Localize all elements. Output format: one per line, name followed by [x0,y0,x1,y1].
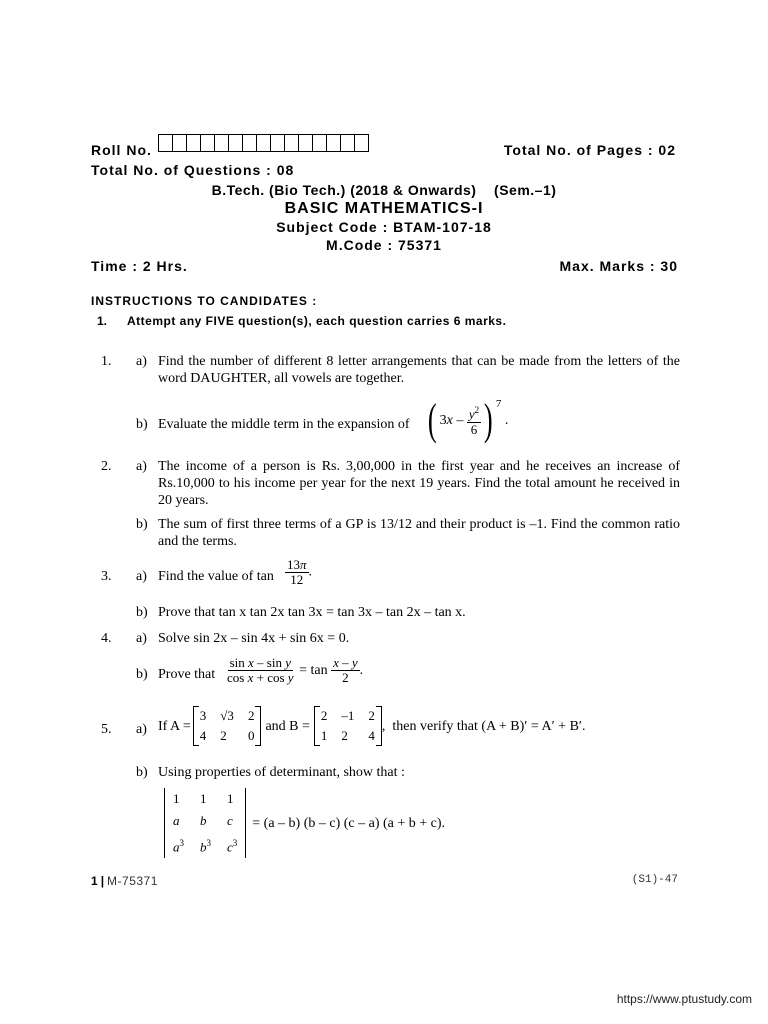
part-label: a) [136,569,147,584]
part-label: b) [136,605,148,620]
total-questions: Total No. of Questions : 08 [91,162,295,178]
roll-no-boxes [158,134,368,152]
question-1b-text: Evaluate the middle term in the expansion of [158,417,410,432]
tan-fraction: $\frac{13\pi}{12}$ . [287,557,313,587]
footer-code: M-75371 [107,874,158,888]
footer-separator: | [100,874,105,888]
subject-code: Subject Code : BTAM-107-18 [276,219,492,235]
determinant-rhs: = (a – b) (b – c) (c – a) (a + b + c). [252,815,446,831]
determinant: 1 1 1 a b c $a^3$ $b^3$ $c^3$ [164,788,246,858]
max-marks: Max. Marks : 30 [559,258,678,274]
matrix-suffix: , then verify that (A + B)′ = A′ + B′. [381,718,586,734]
part-label: b) [136,765,148,780]
question-4b-text: Prove that [158,667,216,682]
instruction-num: 1. [97,314,108,328]
question-number: 5. [101,722,112,737]
part-label: a) [136,722,147,737]
part-label: a) [136,631,147,646]
part-label: a) [136,459,147,474]
question-number: 4. [101,631,112,646]
instruction-text: Attempt any FIVE question(s), each question carries 6 marks. [127,314,507,328]
watermark-url[interactable]: https://www.ptustudy.com [616,992,752,1006]
roll-no-label: Roll No. [91,142,152,158]
instructions-title: INSTRUCTIONS TO CANDIDATES : [91,294,318,308]
matrix-question [158,706,585,746]
part-label: a) [136,354,147,369]
question-number: 1. [101,354,112,369]
binomial-expression: ( 3x – $\frac{y^2}{6}$ ) 7 . [427,395,509,444]
question-1a-text: Find the number of different 8 letter arrangements that can be made from the letters of the word DAUGHTER, all vowels are together. [158,354,680,386]
course-line: B.Tech. (Bio Tech.) (2018 & Onwards) (Sem.–1) [211,182,557,198]
question-3a-text: Find the value of tan [158,569,274,584]
question-2a-text: The income of a person is Rs. 3,00,000 in the first year and he receives an increase of Rs.10,000 to his income per year for the next 19 years. Find the total amount he received in 20 years. [158,459,680,508]
footer-right: (S1)-47 [631,874,678,886]
part-label: b) [136,667,148,682]
determinant-identity [164,788,445,858]
time: Time : 2 Hrs. [91,258,188,274]
matrix-a: 3 √3 2 4 2 0 [193,706,262,746]
question-number: 3. [101,569,112,584]
footer-left [91,874,158,888]
part-label: b) [136,417,148,432]
page-number: 1 [91,874,98,888]
question-5b-text: Using properties of determinant, show that : [158,765,405,780]
matrix-b: 2 –1 2 1 2 4 [314,706,382,746]
question-2b-text: The sum of first three terms of a GP is 13/12 and their product is –1. Find the common ratio and the terms. [158,517,680,549]
matrix-prefix: If A = [158,718,191,734]
part-label: b) [136,517,148,532]
question-number: 2. [101,459,112,474]
trig-identity: $\frac{\text{sin x – sin y}}{\text{cos x + cos y}}$ = tan $\frac{x - y}{2}$ . [227,655,364,685]
mcode: M.Code : 75371 [326,237,442,253]
question-4a-text: Solve sin 2x – sin 4x + sin 6x = 0. [158,631,350,646]
question-3b-text: Prove that tan x tan 2x tan 3x = tan 3x – tan 2x – tan x. [158,605,466,620]
total-pages: Total No. of Pages : 02 [503,142,676,158]
matrix-mid: and B = [265,718,310,734]
subject-title: BASIC MATHEMATICS-I [284,200,484,217]
